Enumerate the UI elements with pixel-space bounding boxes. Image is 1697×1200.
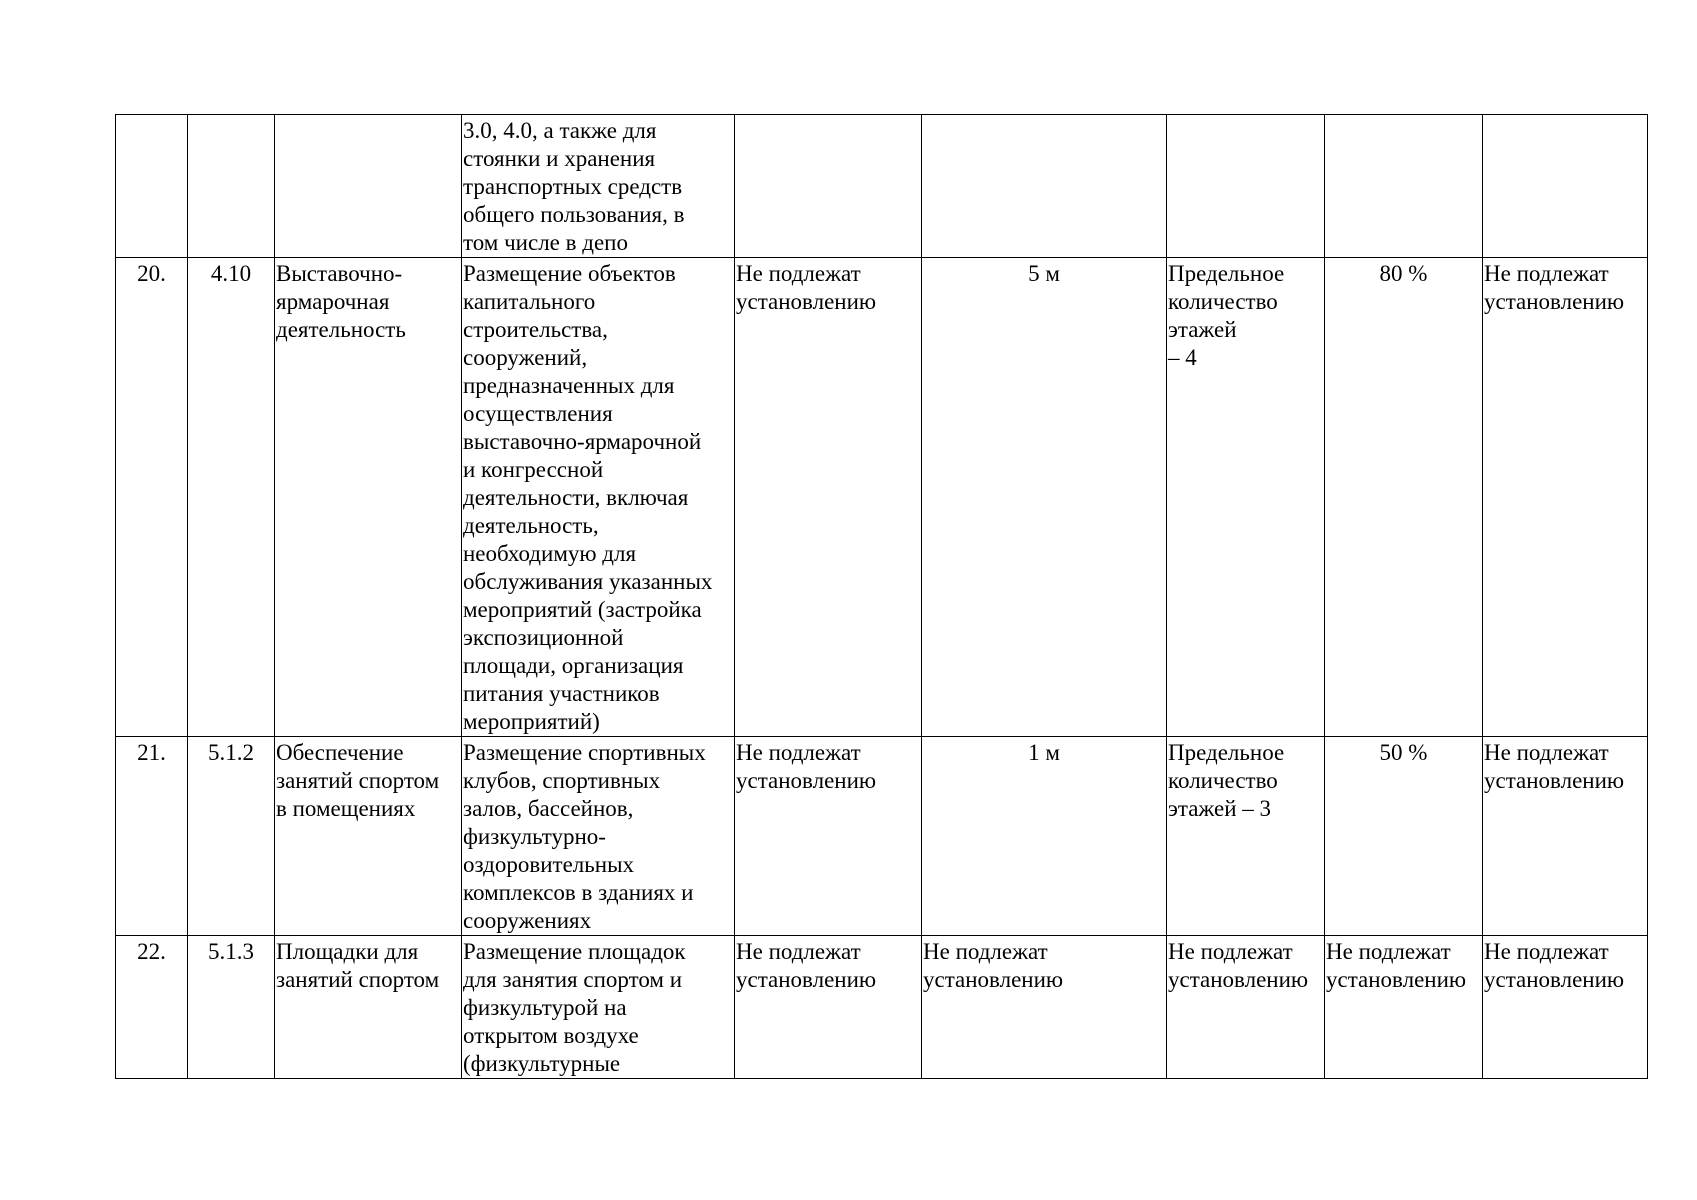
col8-value: Не подлежат установлению: [1326, 939, 1467, 992]
row-number: 22.: [137, 939, 166, 964]
col5-value: Не подлежат установлению: [736, 740, 877, 793]
row-number-cell: [116, 936, 188, 1079]
table-row: [116, 737, 1648, 936]
col7-value: Предельное количество этажей – 3: [1168, 740, 1285, 821]
col5-cell: [735, 737, 922, 936]
col9-cell: [1483, 258, 1648, 737]
col9-value: Не подлежат установлению: [1484, 261, 1625, 314]
name-cell: [275, 115, 462, 258]
col7-value: Предельное количество этажей – 4: [1168, 261, 1285, 370]
description-cell: [462, 936, 735, 1079]
name-cell: [275, 936, 462, 1079]
row-number-cell: [116, 258, 188, 737]
name-cell: [275, 258, 462, 737]
col6-cell: [922, 115, 1167, 258]
col6-cell: [922, 936, 1167, 1079]
col6-cell: [922, 737, 1167, 936]
col7-cell: [1167, 258, 1325, 737]
use-code: 4.10: [210, 261, 252, 286]
col8-value: 80 %: [1379, 261, 1428, 286]
row-number-cell: [116, 737, 188, 936]
col8-cell: [1325, 936, 1483, 1079]
col8-value: 50 %: [1379, 740, 1428, 765]
col9-value: Не подлежат установлению: [1484, 939, 1625, 992]
description-cell: [462, 737, 735, 936]
col7-cell: [1167, 936, 1325, 1079]
col7-cell: [1167, 737, 1325, 936]
table-row: [116, 936, 1648, 1079]
col7-value: Не подлежат установлению: [1168, 939, 1309, 992]
col5-value: Не подлежат установлению: [736, 939, 877, 992]
description-cell: [462, 115, 735, 258]
col6-value: 1 м: [1028, 740, 1060, 765]
row-number: 20.: [137, 261, 166, 286]
description-cell: [462, 258, 735, 737]
code-cell: [188, 936, 275, 1079]
table-row: [116, 258, 1648, 737]
use-code: 5.1.2: [208, 740, 254, 765]
col9-cell: [1483, 115, 1648, 258]
use-name: Площадки для занятий спортом: [276, 939, 440, 992]
col5-cell: [735, 936, 922, 1079]
use-code: 5.1.3: [208, 939, 254, 964]
col6-cell: [922, 258, 1167, 737]
col8-cell: [1325, 737, 1483, 936]
code-cell: [188, 737, 275, 936]
row-number-cell: [116, 115, 188, 258]
table-row: [116, 115, 1648, 258]
use-description: Размещение спортивных клубов, спортивных залов, бассейнов, физкультурно- оздоровительных комплексов в зданиях и сооружениях: [463, 740, 706, 933]
col9-cell: [1483, 936, 1648, 1079]
col8-cell: [1325, 115, 1483, 258]
use-name: Обеспечение занятий спортом в помещениях: [276, 740, 440, 821]
col9-cell: [1483, 737, 1648, 936]
code-cell: [188, 258, 275, 737]
use-description: Размещение площадок для занятия спортом и физкультурой на открытом воздухе (физкультурные: [463, 939, 686, 1076]
col7-cell: [1167, 115, 1325, 258]
name-cell: [275, 737, 462, 936]
use-description: 3.0, 4.0, а также для стоянки и хранения транспортных средств общего пользования, в том числе в депо: [463, 118, 685, 255]
col5-cell: [735, 258, 922, 737]
col6-value: 5 м: [1028, 261, 1060, 286]
col5-value: Не подлежат установлению: [736, 261, 877, 314]
col5-cell: [735, 115, 922, 258]
code-cell: [188, 115, 275, 258]
col8-cell: [1325, 258, 1483, 737]
regulations-table: [115, 114, 1648, 1079]
col9-value: Не подлежат установлению: [1484, 740, 1625, 793]
use-description: Размещение объектов капитального строительства, сооружений, предназначенных для осуществления выставочно-ярмарочной и конгрессной деятельности, включая деятельность, необходимую для обслуживания указанных мероприятий (застройка экспозиционной площади, организация питания участников мероприятий): [463, 261, 713, 734]
use-name: Выставочно- ярмарочная деятельность: [276, 261, 406, 342]
col6-value: Не подлежат установлению: [923, 939, 1064, 992]
row-number: 21.: [137, 740, 166, 765]
